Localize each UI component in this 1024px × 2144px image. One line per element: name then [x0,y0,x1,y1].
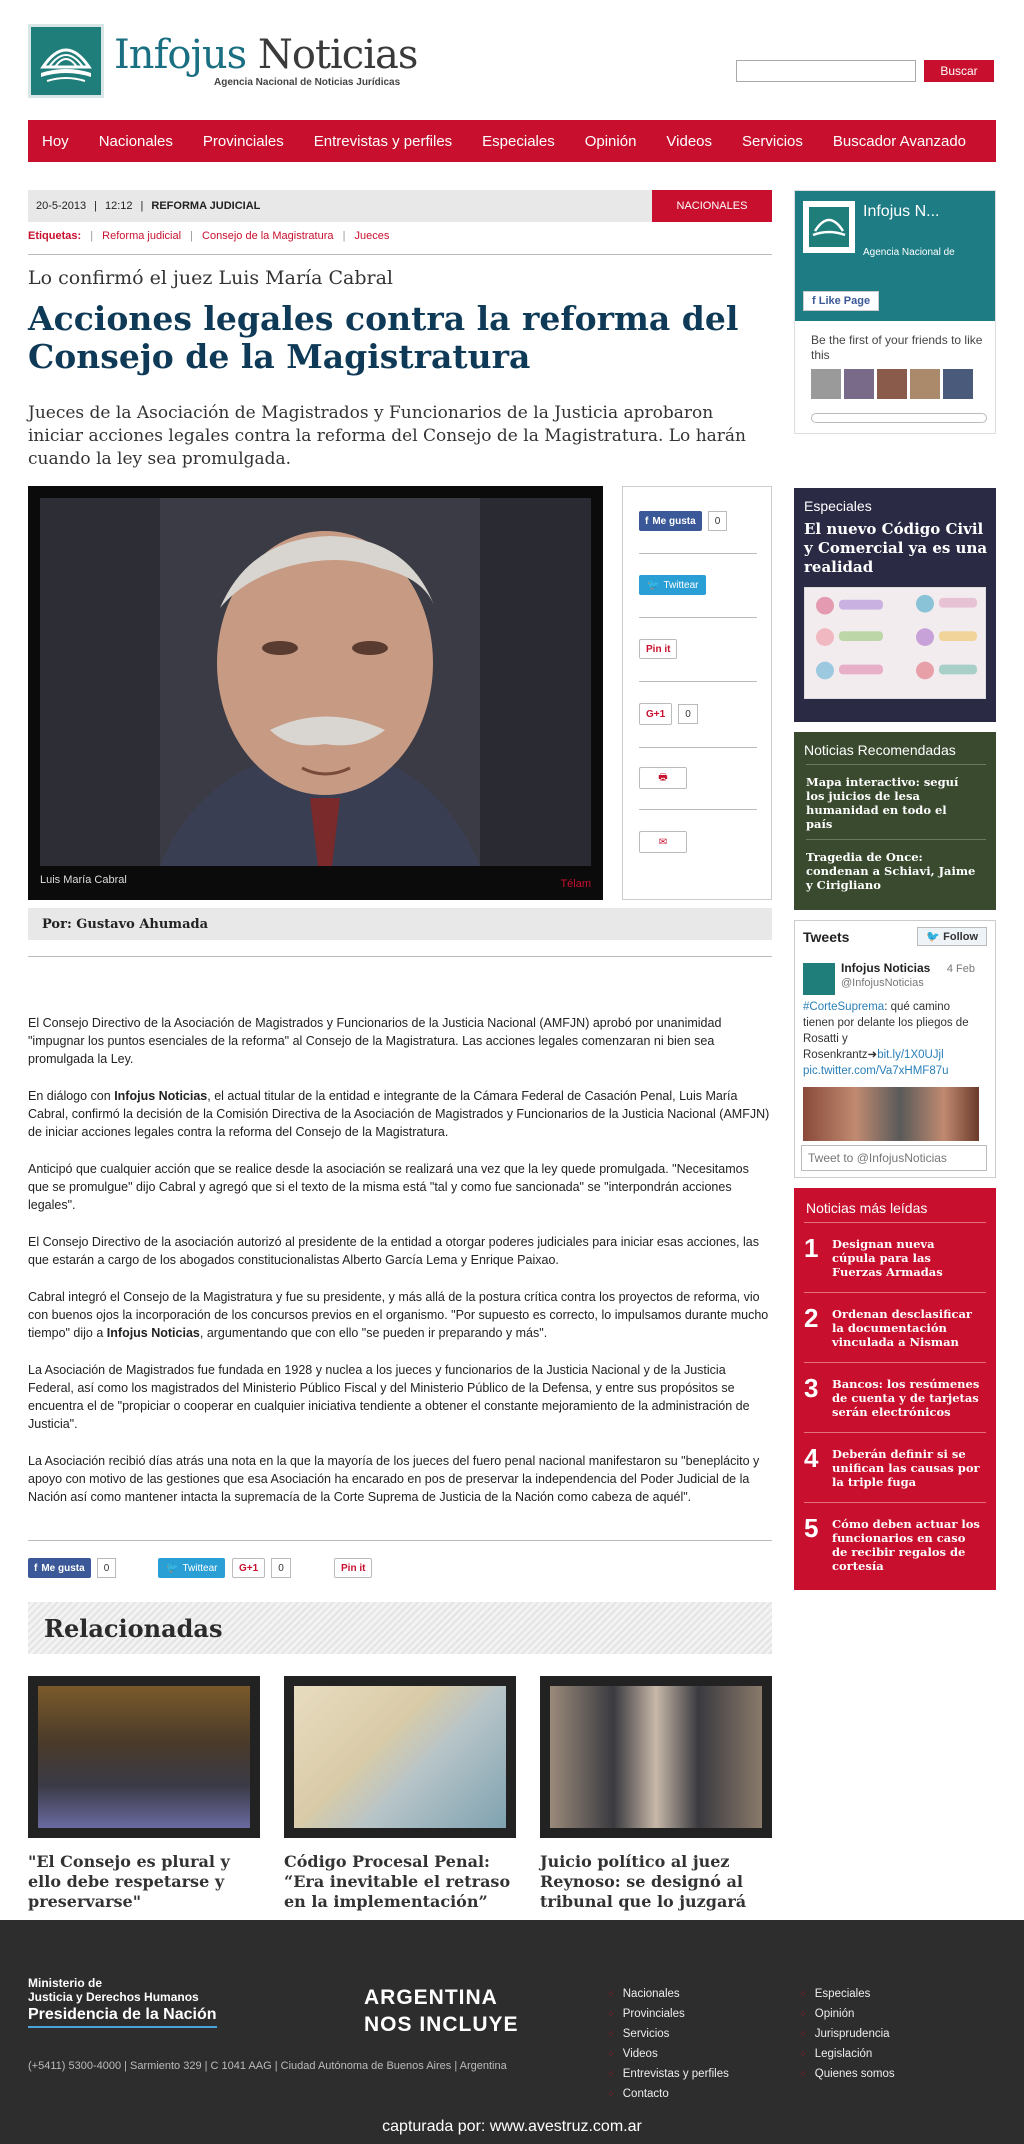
twitter-bird-icon: 🐦 [166,1562,179,1574]
avatar[interactable] [877,369,907,399]
bullet-icon: ⁘ [799,1989,807,1999]
gplus-count: 0 [678,704,698,724]
divider [639,809,757,810]
bottom-pinterest-button[interactable]: Pin it [334,1558,372,1578]
mas-leida-title[interactable]: Ordenan desclasificar la documentación vinculada a Nisman [832,1307,972,1349]
footer-links-col2 [796,1984,895,2084]
search-form [736,60,994,82]
mas-leida-title[interactable]: Designan nueva cúpula para las Fuerzas Armadas [832,1237,943,1279]
footer-link[interactable] [604,2024,729,2044]
avatar[interactable] [910,369,940,399]
related-title[interactable]: "El Consejo es plural y ello debe respetarse y preservarse" [28,1852,230,1911]
nav-provinciales[interactable]: Provinciales [202,132,284,150]
mas-leida-item[interactable] [804,1432,986,1502]
nav-opinion[interactable]: Opinión [584,132,637,150]
tweet-author[interactable]: Infojus Noticias [841,961,931,975]
like-page-label: Like Page [818,295,871,307]
tag-link[interactable]: Consejo de la Magistratura [202,230,334,242]
rank-number: 4 [804,1443,819,1473]
tweet-text [803,999,979,1079]
horizontal-scrollbar[interactable] [811,413,987,423]
page-logo-icon [803,201,855,253]
footer-link[interactable] [604,2084,729,2104]
site-footer [0,1920,1024,2144]
tweet-to-input[interactable]: Tweet to @InfojusNoticias [801,1145,987,1171]
footer-link-label: Entrevistas y perfiles [622,2068,729,2080]
footer-links-col1 [604,1984,729,2104]
especiales-image[interactable] [804,587,986,699]
search-button[interactable]: Buscar [924,60,994,82]
especiales-heading: Especiales [804,498,872,514]
bullet-icon: ⁘ [799,2009,807,2019]
search-input[interactable] [736,60,916,82]
nav-entrevistas[interactable]: Entrevistas y perfiles [313,132,453,150]
tweet-image[interactable] [803,1087,979,1141]
mas-leidas-box [794,1188,996,1590]
divider [639,681,757,682]
article-meta-bar [28,190,772,222]
article-paragraph [28,1087,772,1141]
twitter-bird-icon: 🐦 [647,579,660,591]
mas-leida-title[interactable]: Cómo deben actuar los funcionarios en caso de recibir regalos de cortesía [832,1517,980,1573]
bullet-icon: ⁘ [799,2069,807,2079]
facebook-like-button[interactable] [639,511,702,531]
divider [639,617,757,618]
facebook-icon: f [645,515,649,527]
photo-caption: Luis María Cabral [40,874,127,886]
logo-main: Infojus [114,31,247,78]
divider [28,956,772,957]
footer-link[interactable] [604,1984,729,2004]
divider [28,1540,772,1541]
bullet-icon: ⁘ [799,2049,807,2059]
tweet-handle[interactable]: @InfojusNoticias [841,977,924,989]
nav-especiales[interactable]: Especiales [482,132,555,150]
facebook-icon: f [34,1562,38,1574]
footer-link[interactable] [604,2004,729,2024]
footer-address: (+5411) 5300-4000 | Sarmiento 329 | C 1041 AAG | Ciudad Autónoma de Buenos Aires | Argentina [28,2060,507,2072]
logo-emblem-icon [28,24,104,98]
especiales-title[interactable]: El nuevo Código Civil y Comercial ya es una realidad [804,520,988,576]
ministry-line: Justicia y Derechos Humanos [28,1990,199,2004]
avatar[interactable] [803,963,835,995]
nav-videos[interactable]: Videos [666,132,713,150]
bottom-facebook-like-count: 0 [97,1558,117,1578]
bottom-pinterest-widget [334,1558,372,1578]
rank-number: 3 [804,1373,819,1403]
text-run: , argumentando que con ello "se pueden ir preparando y más". [199,1326,548,1340]
mas-leida-title[interactable]: Deberán definir si se unifican las causas por la triple fuga [832,1447,980,1489]
tweet-body: : qué camino tienen por delante los pliegos de Rosatti y Rosenkrantz➜ [803,1001,969,1061]
fb-like-label: Me gusta [41,1562,85,1574]
related-title[interactable]: Juicio político al juez Reynoso: se designó al tribunal que lo juzgará [540,1852,747,1911]
recomendada-link[interactable]: Mapa interactivo: seguí los juicios de lesa humanidad en todo el país [806,764,986,839]
bottom-gplus-count: 0 [271,1558,291,1578]
related-item[interactable] [284,1676,516,1912]
mas-leidas-heading: Noticias más leídas [806,1200,928,1216]
article-photo[interactable] [28,486,603,900]
article-kicker: Lo confirmó el juez Luis María Cabral [28,267,393,289]
footer-link-label: Servicios [622,2028,670,2040]
bullet-icon: ⁘ [799,2029,807,2039]
facebook-icon: f [812,295,819,307]
text-run-bold: Infojus Noticias [106,1326,200,1340]
recomendadas-heading: Noticias Recomendadas [804,742,956,758]
follow-label: Follow [943,931,978,943]
nav-servicios[interactable]: Servicios [742,132,803,150]
facebook-friends-text: Be the first of your friends to like this [811,333,983,362]
twitter-timeline [794,920,996,1178]
footer-link-label: Videos [622,2048,658,2060]
article-paragraph: Anticipó que cualquier acción que se realice desde la asociación se realizará una vez que la ley quede promulgada. "Necesitamos que se promulgue" dijo Cabral y agregó que si el texto de la misma está "tal y como fue sancionada" se "interpondrán acciones legales". [28,1162,749,1212]
bullet-icon: ⁘ [607,2029,615,2039]
facebook-page-name[interactable]: Infojus N... [863,203,940,220]
meta-separator: | [140,200,144,212]
hashtag-link[interactable]: #CorteSuprema [803,1001,885,1013]
footer-link-label: Opinión [814,2008,855,2020]
mas-leida-item[interactable] [804,1502,986,1572]
bullet-icon: ⁘ [607,1989,615,1999]
article-headline: Acciones legales contra la reforma del Consejo de la Magistratura [28,299,739,376]
text-run: En diálogo con [28,1089,115,1103]
tweet-date[interactable]: 4 Feb [946,963,975,975]
footer-link[interactable] [796,2004,895,2024]
nav-hoy[interactable]: Hoy [42,132,69,150]
presidency-label[interactable]: Presidencia de la Nación [28,2006,217,2028]
article-section: REFORMA JUDICIAL [151,200,261,212]
facebook-like-count: 0 [708,511,728,531]
divider [28,254,772,255]
footer-link-label: Contacto [622,2088,669,2100]
related-heading: Relacionadas [28,1602,772,1654]
logo-wordmark [114,31,418,88]
related-thumbnail[interactable] [284,1676,516,1838]
mas-leida-item[interactable] [804,1222,986,1292]
recomendada-link[interactable]: Tragedia de Once: condenan a Schiavi, Jaime y Cirigliano [806,839,986,900]
divider [639,553,757,554]
byline: Por: Gustavo Ahumada [28,908,772,940]
related-item[interactable] [540,1676,772,1912]
related-thumbnail[interactable] [540,1676,772,1838]
footer-link-label: Legislación [814,2048,873,2060]
rank-number: 5 [804,1513,819,1543]
footer-link-label: Quienes somos [814,2068,895,2080]
facebook-like-page-button[interactable] [803,291,879,311]
nav-nacionales[interactable]: Nacionales [98,132,173,150]
bottom-facebook-like-button[interactable] [28,1558,91,1578]
facebook-like-widget [639,511,727,531]
tweet-label: Twittear [663,579,699,591]
category-badge[interactable]: NACIONALES [652,190,772,222]
tweets-heading: Tweets [803,929,850,945]
gplus-widget [639,703,698,725]
logo-subtitle: Agencia Nacional de Noticias Jurídicas [214,76,401,88]
print-button[interactable] [639,767,687,789]
footer-link[interactable] [796,2044,895,2064]
tag-link[interactable]: Jueces [354,230,390,242]
bullet-icon: ⁘ [607,2069,615,2079]
avatar[interactable] [811,369,841,399]
gplus-button[interactable]: G+1 [639,703,672,725]
bottom-gplus-button[interactable]: G+1 [232,1558,265,1578]
footer-link[interactable] [796,1984,895,2004]
article-paragraph: El Consejo Directivo de la Asociación de Magistrados y Funcionarios de la Justicia Nacional (AMFJN) aprobó por unanimidad "impugnar los puntos esenciales de la reforma" al Consejo de la Magistratura. Las acciones legales comenzaran ni bien sea promulgada la Ley. [28,1016,722,1066]
footer-link-label: Provinciales [622,2008,685,2020]
ministry-line: Ministerio de [28,1976,103,1990]
twitter-follow-button[interactable] [917,927,987,946]
footer-link-label: Jurisprudencia [814,2028,890,2040]
capture-watermark: capturada por: www.avestruz.com.ar [382,2118,642,2135]
bottom-facebook-widget [28,1558,116,1578]
avatar[interactable] [844,369,874,399]
logo-second: Noticias [257,31,418,78]
bullet-icon: ⁘ [607,2009,615,2019]
rank-number: 1 [804,1233,819,1263]
avatar[interactable] [943,369,973,399]
bullet-icon: ⁘ [607,2049,615,2059]
tweet-link[interactable]: bit.ly/1X0UJjl [877,1049,944,1061]
ministry-logo[interactable] [28,1976,199,2004]
rank-number: 2 [804,1303,819,1333]
twitter-bird-icon: 🐦 [926,931,944,943]
bottom-tweet-button[interactable] [158,1558,225,1578]
article-paragraph [28,1288,772,1342]
printer-icon: 🖶 [658,771,668,783]
photo-image [40,498,591,866]
tweet-label: Twittear [182,1562,218,1574]
recomendadas-box [794,732,996,910]
share-column [622,486,772,900]
article-paragraph: El Consejo Directivo de la asociación autorizó al presidente de la entidad a otorgar poderes judiciales para iniciar esas acciones, las que estarán a cargo de los abogados constitucionalistas Alberto García Lema y Enrique Paixao. [28,1235,759,1267]
article-paragraph: La Asociación de Magistrados fue fundada en 1928 y nuclea a los jueces y funcionarios de la Justicia Nacional y de la Justicia Federal, así como los magistrados del Ministerio Público Fiscal y del Ministerio Público de la Defensa, y entre sus propósitos se encuentra el de "propiciar o cooperar en cualquier iniciativa tendiente a obtener el constante mejoramiento de la administración de Justicia". [28,1363,750,1431]
photo-credit: Télam [560,878,591,890]
main-nav [28,120,996,162]
pinterest-button[interactable]: Pin it [639,639,677,659]
text-run-bold: Infojus Noticias [114,1089,208,1103]
friend-faces [811,369,995,399]
bullet-icon: ⁘ [607,2089,615,2099]
bottom-tweet-widget [158,1558,225,1578]
bottom-gplus-widget [232,1558,291,1578]
footer-link-label: Nacionales [622,1988,680,2000]
related-title[interactable]: Código Procesal Penal: “Era inevitable el retraso en la implementación” [284,1852,511,1911]
email-button[interactable] [639,831,687,853]
article-time: 12:12 [105,200,133,212]
tweet-pic-link[interactable]: pic.twitter.com/Va7xHMF87u [803,1065,949,1077]
argentina-line: ARGENTINA [364,1986,498,2009]
facebook-page-sub: Agencia Nacional de [863,247,955,258]
argentina-line: NOS INCLUYE [364,2013,519,2036]
related-item[interactable] [28,1676,260,1912]
footer-link[interactable] [604,2044,729,2064]
nav-buscador-avanzado[interactable]: Buscador Avanzado [832,132,967,150]
divider [639,747,757,748]
mas-leida-item[interactable] [804,1362,986,1432]
tags-label: Etiquetas: [28,230,82,242]
especiales-box [794,488,996,722]
related-thumbnail[interactable] [28,1676,260,1838]
tag-link[interactable]: Reforma judicial [102,230,182,242]
fb-like-label: Me gusta [652,515,696,527]
article-lead: Jueces de la Asociación de Magistrados y Funcionarios de la Justicia aprobaron iniciar acciones legales contra la reforma del Consejo de la Magistratura. Lo harán cuando la ley sea promulgada. [28,403,746,469]
envelope-icon: ✉ [658,836,668,848]
article-paragraph: La Asociación recibió días atrás una nota en la que la mayoría de los jueces del fuero penal nacional manifestaron su "beneplácito y apoyo con motivo de las gestiones que esa Asociación ha encarado en pos de preservar la independencia del Poder Judicial de la Nación así como mantener intacta la supremacía de la Corte Suprema de Justicia de la Nación como cabeza de aquél". [28,1454,760,1504]
text-run: , el actual titular de la entidad e integrante de la Cámara Federal de Casación Penal, Luis María Cabral, confirmó la decisión de la Comisión Directiva de la Asociación de Magistrados y Funcionarios de la Justicia Nacional (AMFJN) de iniciar acciones legales contra la reforma del Consejo de la Magistratura. [28,1089,770,1139]
article-date: 20-5-2013 [36,200,87,212]
meta-separator: | [94,200,98,212]
text-run: Cabral integró el Consejo de la Magistratura y fue su presidente, y más allá de la postura crítica contra los proyectos de reforma, vio con buenos ojos la incorporación de los concursos previos en el organismo. "Por supuesto es correcto, lo impulsamos durante mucho tiempo" dijo a [28,1290,769,1340]
tweet-button[interactable] [639,575,706,595]
mas-leida-item[interactable] [804,1292,986,1362]
argentina-nos-incluye-logo[interactable] [364,1984,519,2038]
footer-link[interactable] [796,2024,895,2044]
footer-link-label: Especiales [814,1988,871,2000]
facebook-page-widget [794,190,996,434]
site-logo[interactable] [28,24,417,98]
footer-link[interactable] [604,2064,729,2084]
footer-link[interactable] [796,2064,895,2084]
tags-row: Etiquetas: | Reforma judicial | Consejo de la Magistratura | Jueces [28,230,390,242]
mas-leida-title[interactable]: Bancos: los resúmenes de cuenta y de tarjetas serán electrónicos [832,1377,980,1419]
facebook-page-header[interactable] [795,191,995,321]
